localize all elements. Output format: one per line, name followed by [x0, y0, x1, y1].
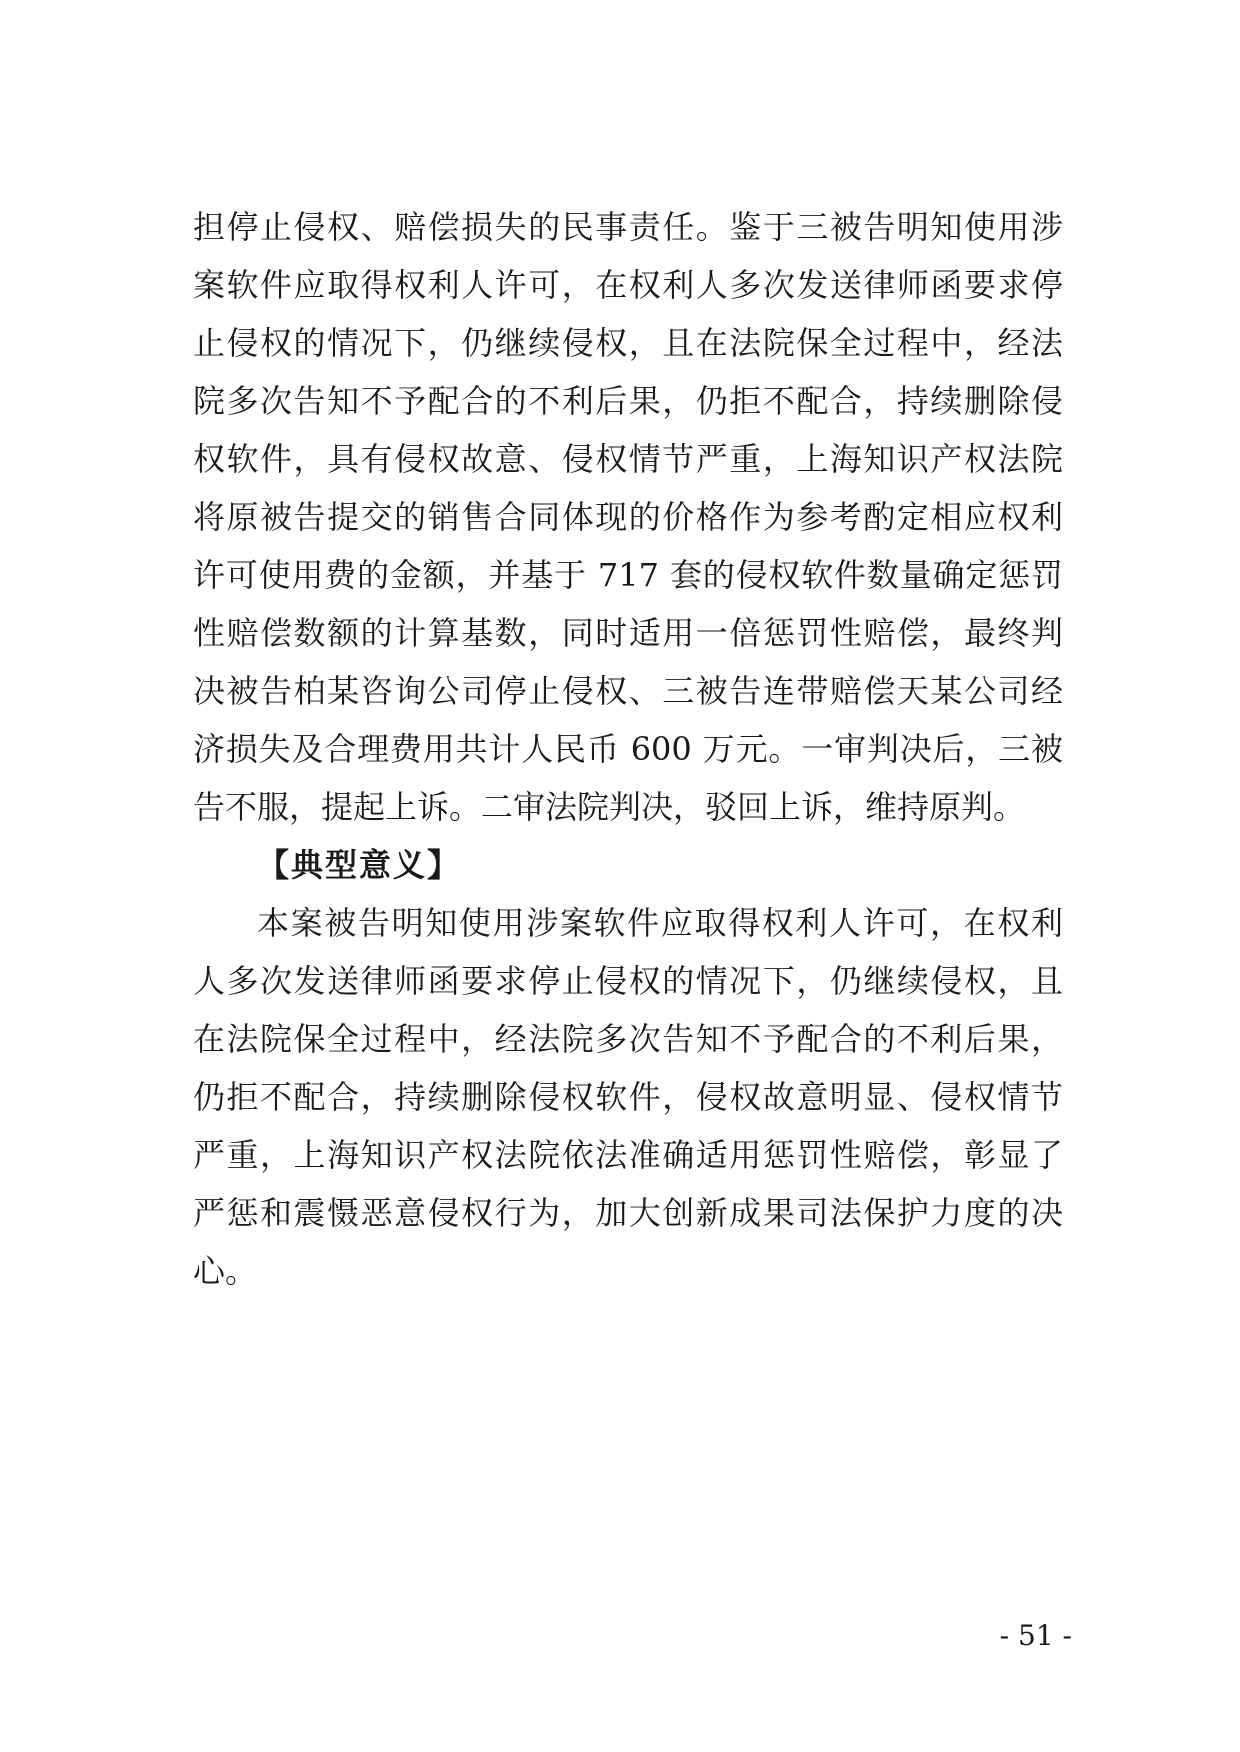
text-line: 许可使用费的金额，并基于 717 套的侵权软件数量确定惩罚: [193, 556, 1063, 594]
section-heading: 【典型意义】: [257, 846, 462, 884]
paragraph-typical-significance: [193, 894, 1063, 1300]
text-line: 案软件应取得权利人许可，在权利人多次发送律师函要求停: [193, 266, 1063, 304]
text-line: 决被告柏某咨询公司停止侵权、三被告连带赔偿天某公司经: [193, 672, 1063, 710]
text-line: 在法院保全过程中，经法院多次告知不予配合的不利后果，: [193, 1020, 1063, 1058]
paragraph-case-outcome: [193, 198, 1063, 836]
text-line: 严惩和震慑恶意侵权行为，加大创新成果司法保护力度的决: [193, 1194, 1063, 1232]
text-line: 担停止侵权、赔偿损失的民事责任。鉴于三被告明知使用涉: [193, 208, 1063, 246]
text-line: 将原被告提交的销售合同体现的价格作为参考酌定相应权利: [193, 498, 1063, 536]
text-line: 本案被告明知使用涉案软件应取得权利人许可，在权利: [257, 904, 1063, 942]
text-line: 心。: [193, 1252, 258, 1290]
text-line: 院多次告知不予配合的不利后果，仍拒不配合，持续删除侵: [193, 382, 1063, 420]
body-text: [193, 198, 1063, 1300]
text-line: 严重，上海知识产权法院依法准确适用惩罚性赔偿，彰显了: [193, 1136, 1063, 1174]
text-line: 性赔偿数额的计算基数，同时适用一倍惩罚性赔偿，最终判: [193, 614, 1063, 652]
text-line: 权软件，具有侵权故意、侵权情节严重，上海知识产权法院: [193, 440, 1063, 478]
text-line: 告不服，提起上诉。二审法院判决，驳回上诉，维持原判。: [193, 788, 1026, 826]
text-line: 济损失及合理费用共计人民币 600 万元。一审判决后，三被: [193, 730, 1063, 768]
text-line: 仍拒不配合，持续删除侵权软件，侵权故意明显、侵权情节: [193, 1078, 1063, 1116]
text-line: 止侵权的情况下，仍继续侵权，且在法院保全过程中，经法: [193, 324, 1063, 362]
text-line: 人多次发送律师函要求停止侵权的情况下，仍继续侵权，且: [193, 962, 1063, 1000]
page-number: - 51 -: [999, 1619, 1072, 1652]
